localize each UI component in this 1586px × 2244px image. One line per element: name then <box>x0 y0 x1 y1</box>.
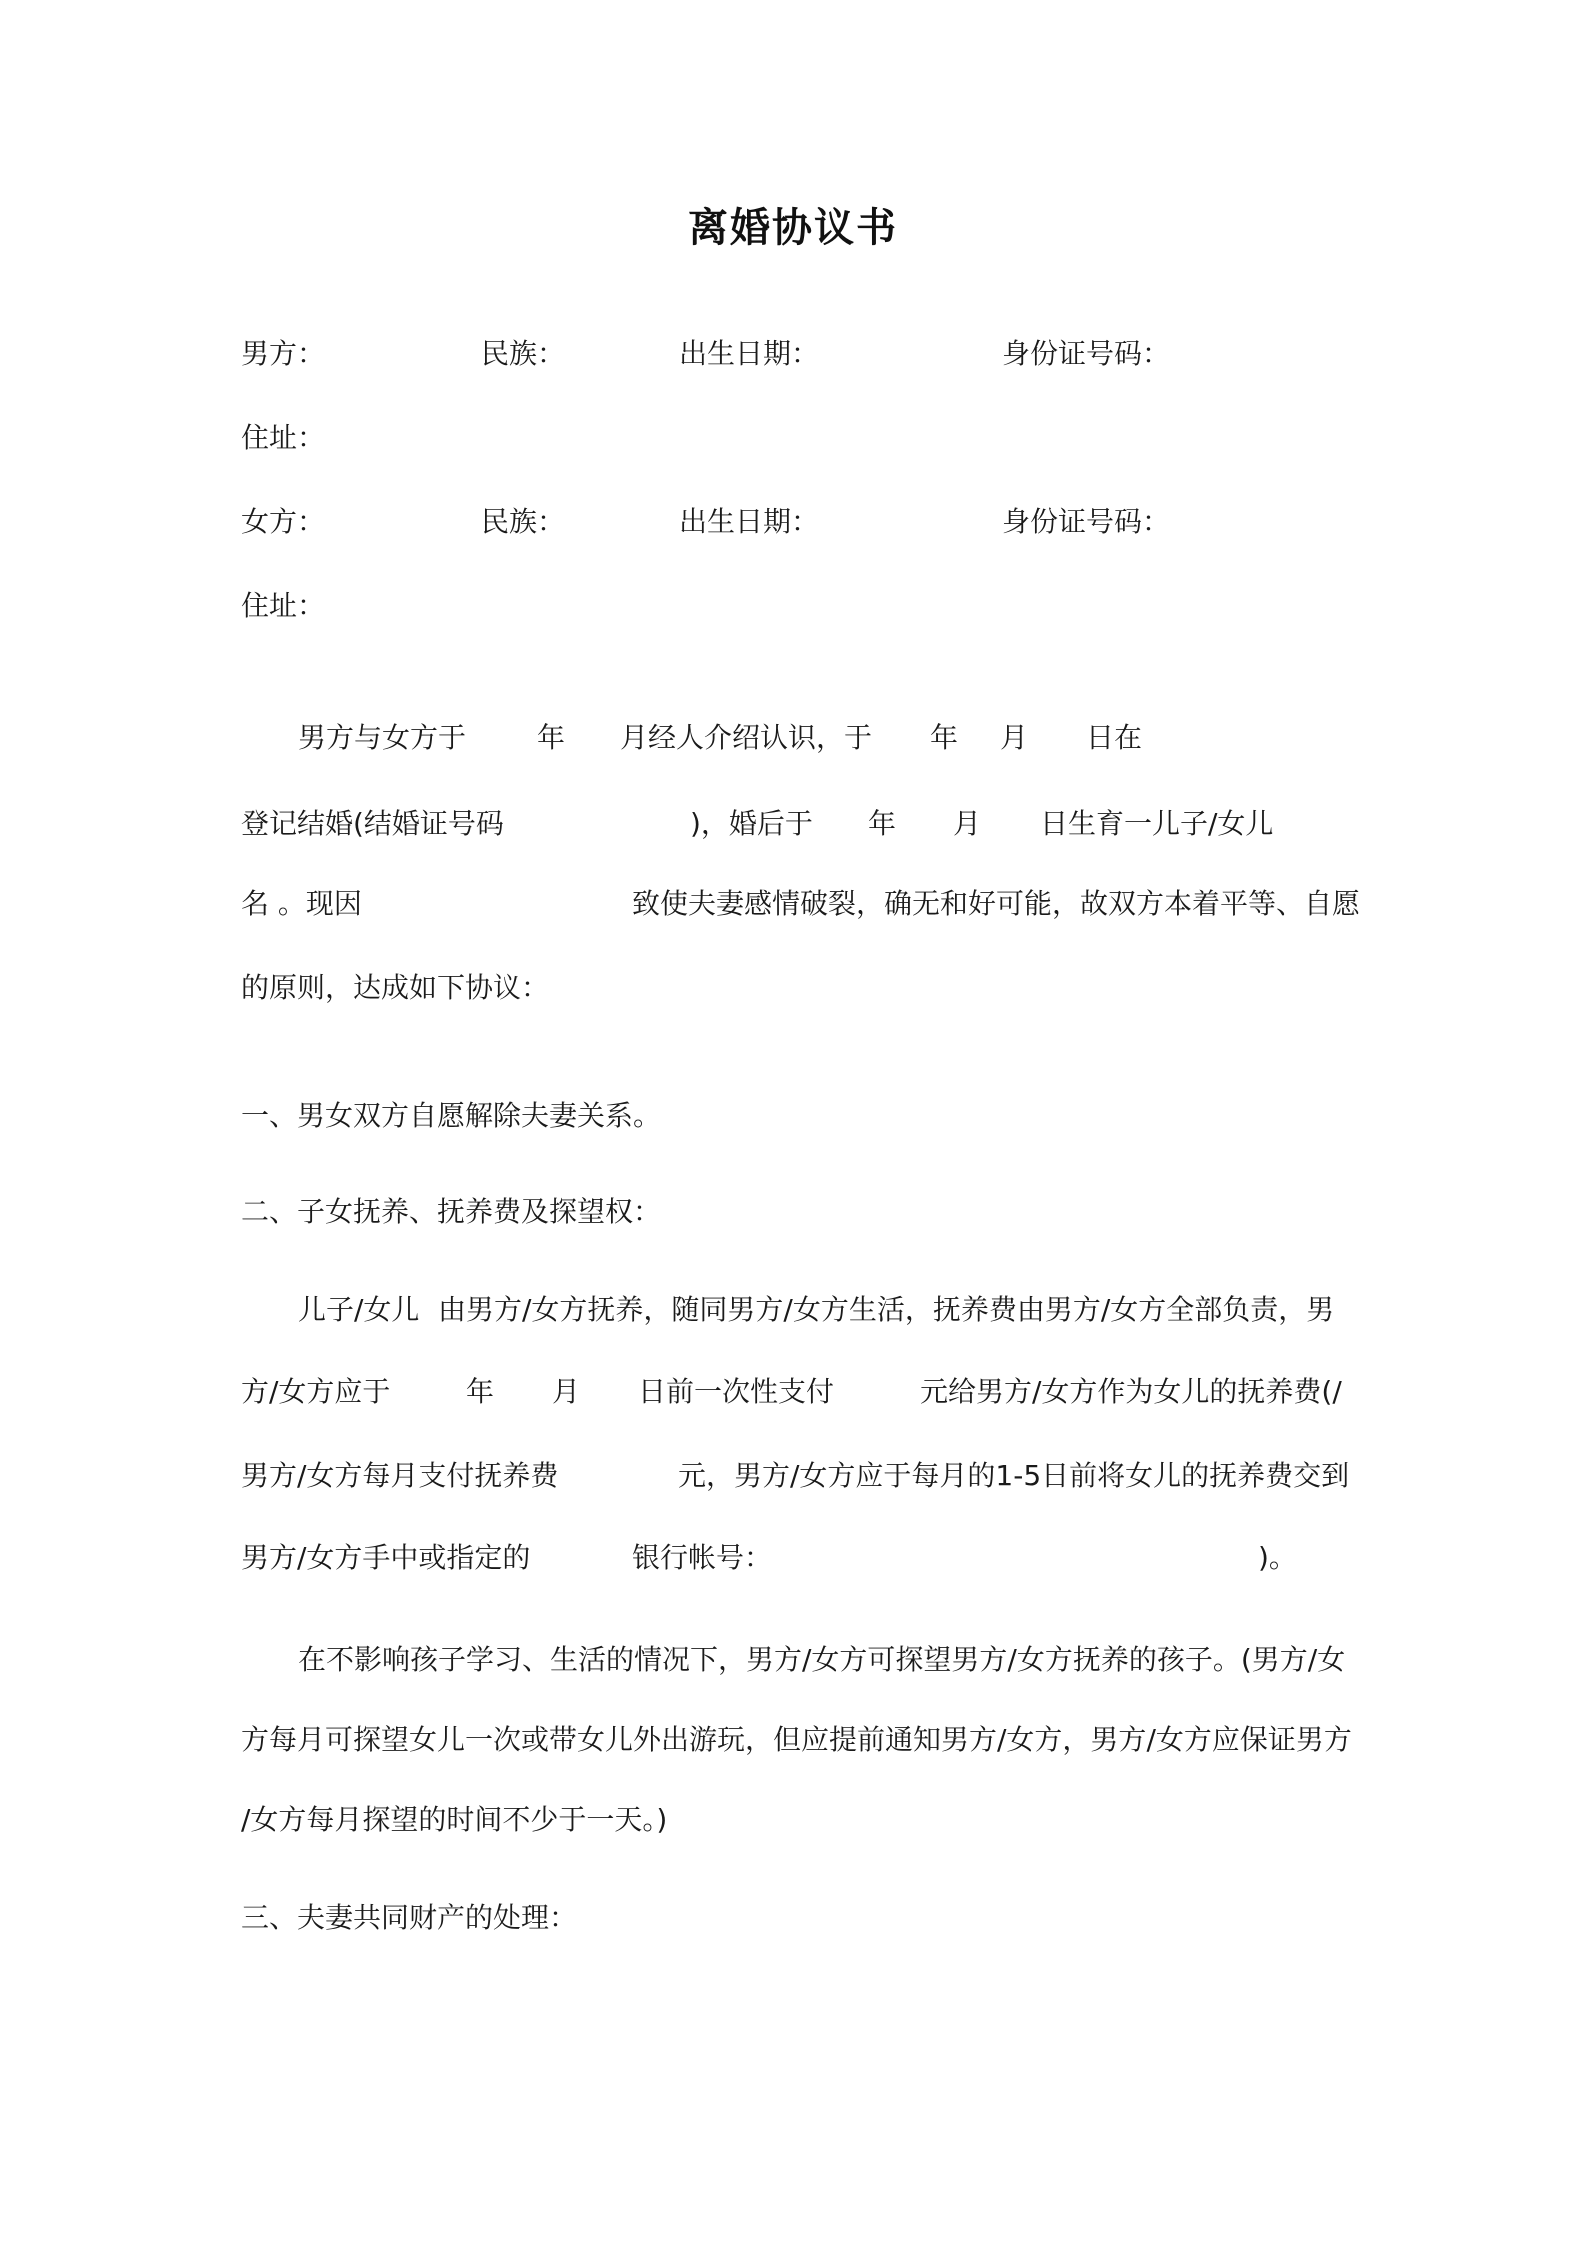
intro-line2-seg: 月 <box>953 807 982 840</box>
woman-ethnicity-label: 民族： <box>481 505 566 538</box>
man-birthdate-label: 出生日期： <box>679 337 820 370</box>
clause-2-p1-line2-seg: 月 <box>552 1375 581 1408</box>
man-ethnicity-label: 民族： <box>481 337 566 370</box>
clause-2-p2-line2: 方每月可探望女儿一次或带女儿外出游玩，但应提前通知男方/女方，男方/女方应保证男方 <box>241 1723 1352 1756</box>
intro-line2-seg: )，婚后于 <box>690 807 813 840</box>
intro-line2-seg: 年 <box>868 807 897 840</box>
clause-2-heading: 二、子女抚养、抚养费及探望权： <box>241 1195 662 1228</box>
intro-line1-seg: 月 <box>1000 721 1029 754</box>
intro-line4: 的原则，达成如下协议： <box>241 971 550 1004</box>
man-label: 男方： <box>241 337 326 370</box>
intro-line1-seg: 男方与女方于 <box>298 721 467 754</box>
clause-1: 一、男女双方自愿解除夫妻关系。 <box>241 1099 662 1132</box>
intro-line1-seg: 年 <box>537 721 566 754</box>
man-id-label: 身份证号码： <box>1002 337 1171 370</box>
intro-line1-seg: 日在 <box>1086 721 1143 754</box>
intro-line1-seg: 月经人介绍认识，于 <box>620 721 873 754</box>
intro-line2-seg: 登记结婚(结婚证号码 <box>241 807 504 840</box>
clause-2-p1-line2-seg: 年 <box>466 1375 495 1408</box>
clause-2-p1-line3-seg: 元，男方/女方应于每月的1-5日前将女儿的抚养费交到 <box>678 1459 1350 1492</box>
intro-line2-seg: 日生育一儿子/女儿 <box>1040 807 1274 840</box>
man-address-label: 住址： <box>241 421 326 454</box>
clause-2-p1-line4-seg: )。 <box>1258 1541 1297 1574</box>
clause-2-p1-line1-seg: 由男方/女方抚养，随同男方/女方生活，抚养费由男方/女方全部负责，男 <box>438 1293 1335 1326</box>
clause-2-p1-line2-seg: 日前一次性支付 <box>638 1375 835 1408</box>
clause-3-heading: 三、夫妻共同财产的处理： <box>241 1901 578 1934</box>
clause-2-p1-line3-seg: 男方/女方每月支付抚养费 <box>241 1459 559 1492</box>
document-title: 离婚协议书 <box>688 205 898 251</box>
clause-2-p1-line2-seg: 元给男方/女方作为女儿的抚养费(/ <box>920 1375 1342 1408</box>
intro-line3-seg: 致使夫妻感情破裂，确无和好可能，故双方本着平等、自愿 <box>632 887 1361 920</box>
woman-label: 女方： <box>241 505 326 538</box>
intro-line3-seg: 名 。现因 <box>241 887 362 920</box>
clause-2-p1-line4-seg: 男方/女方手中或指定的 <box>241 1541 531 1574</box>
clause-2-p2-line1: 在不影响孩子学习、生活的情况下，男方/女方可探望男方/女方抚养的孩子。(男方/女 <box>298 1643 1346 1676</box>
clause-2-p1-line2-seg: 方/女方应于 <box>241 1375 391 1408</box>
clause-2-p1-line1-seg: 儿子/女儿 <box>298 1293 420 1326</box>
woman-birthdate-label: 出生日期： <box>679 505 820 538</box>
intro-line1-seg: 年 <box>930 721 959 754</box>
clause-2-p2-line3: /女方每月探望的时间不少于一天。) <box>241 1803 668 1836</box>
clause-2-p1-line4-seg: 银行帐号： <box>632 1541 773 1574</box>
woman-id-label: 身份证号码： <box>1002 505 1171 538</box>
woman-address-label: 住址： <box>241 589 326 622</box>
